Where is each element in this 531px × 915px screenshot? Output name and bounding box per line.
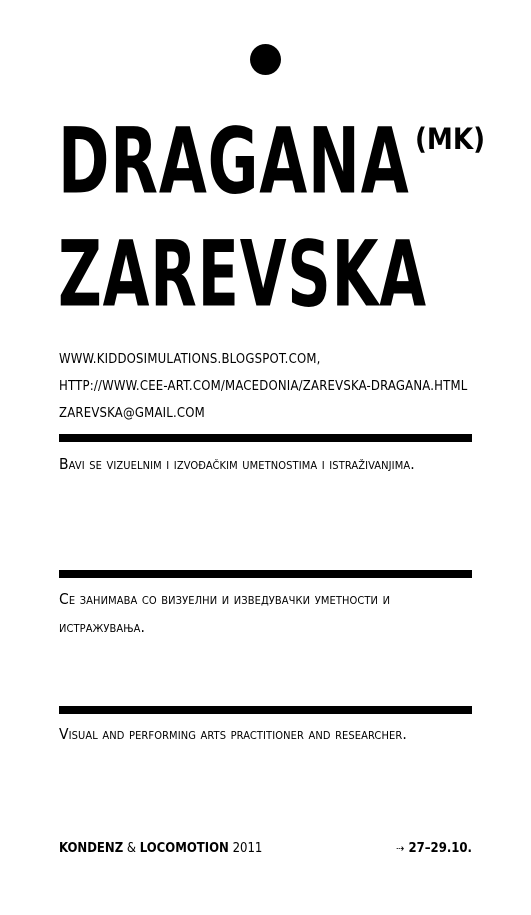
description-english: Visual and performing arts practitioner and researcher. [59, 725, 407, 743]
hang-hole [250, 44, 281, 75]
artist-last-name: ZAREVSKA [58, 221, 427, 328]
event-name [59, 841, 262, 856]
event-year: 2011 [232, 841, 263, 856]
divider [59, 570, 472, 578]
event-name-part2: LOCOMOTION [139, 841, 229, 856]
blog-link[interactable]: WWW.KIDDOSIMULATIONS.BLOGSPOT.COM, [59, 352, 321, 367]
event-dates [396, 841, 472, 856]
profile-link[interactable]: HTTP://WWW.CEE-ART.COM/MACEDONIA/ZAREVSKA-DRAGANA.HTML [59, 379, 468, 394]
email-link[interactable]: ZAREVSKA@GMAIL.COM [59, 406, 205, 421]
divider [59, 434, 472, 442]
contact-links [59, 346, 468, 427]
country-code: (MK) [415, 122, 486, 156]
divider [59, 706, 472, 714]
dates-label: 27–29.10. [408, 841, 472, 856]
ampersand: & [126, 841, 137, 856]
event-name-part1: KONDENZ [59, 841, 124, 856]
artist-first-name: DRAGANA [58, 108, 410, 215]
dashed-arrow-icon: ⇢ [396, 842, 405, 855]
description-serbian: Bavi se vizuelnim i izvođačkim umetnostima i istraživanjima. [59, 455, 415, 473]
description-macedonian: Се занимава со визуелни и изведувачки уметности и истражувања. [59, 590, 391, 636]
